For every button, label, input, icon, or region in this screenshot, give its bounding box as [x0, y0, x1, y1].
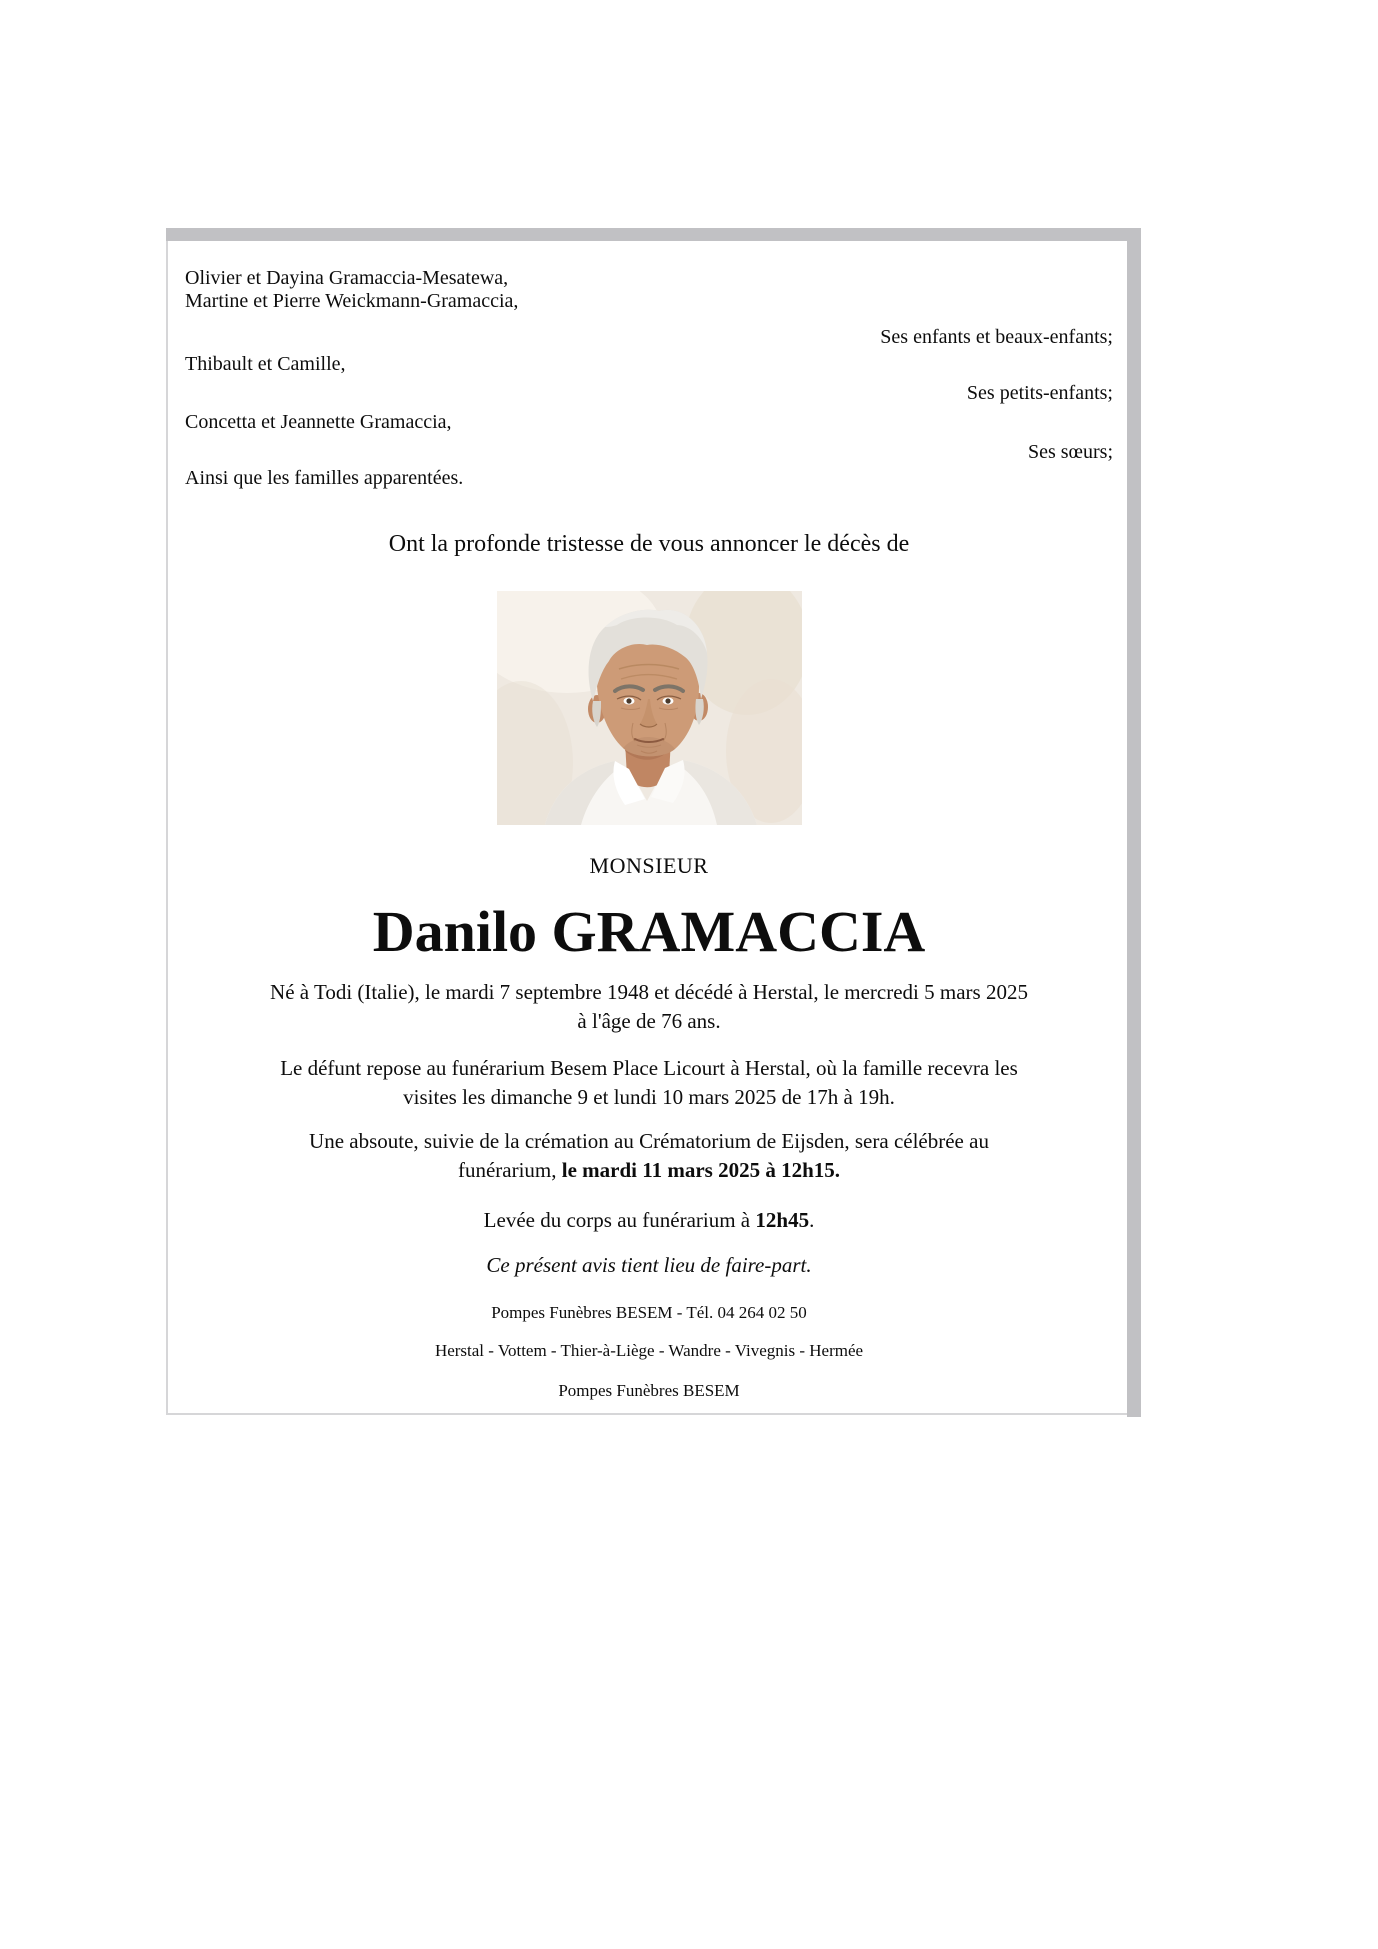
- family-line-3: Thibault et Camille,: [185, 353, 346, 375]
- family-line-5: Ainsi que les familles apparentées.: [185, 467, 464, 489]
- ceremony-date-time: le mardi 11 mars 2025 à 12h15.: [561, 1158, 841, 1182]
- levee-suffix: .: [809, 1208, 815, 1232]
- birth-death-paragraph: [185, 978, 1113, 1036]
- repose-line-2: visites les dimanche 9 et lundi 10 mars 2025 de 17h à 19h.: [403, 1085, 895, 1109]
- page-shadow-right: [1127, 241, 1141, 1417]
- repose-paragraph: [185, 1054, 1113, 1112]
- footer-brand: Pompes Funèbres BESEM: [558, 1381, 740, 1400]
- family-block: [185, 267, 1113, 490]
- announcement-line: Ont la profonde tristesse de vous annoncer le décès de: [388, 531, 910, 557]
- relation-label-children: Ses enfants et beaux-enfants;: [880, 326, 1113, 348]
- levee-time: 12h45: [755, 1208, 810, 1232]
- footer-contact: Pompes Funèbres BESEM - Tél. 04 264 02 50: [491, 1303, 807, 1322]
- page-sheet: [166, 228, 1141, 1417]
- levee-line: [185, 1206, 1113, 1235]
- repose-line-1: Le défunt repose au funérarium Besem Place Licourt à Herstal, où la famille recevra les: [280, 1056, 1018, 1080]
- relation-label-sisters: Ses sœurs;: [1027, 441, 1113, 463]
- family-line-1: Olivier et Dayina Gramaccia-Mesatewa,: [185, 267, 509, 289]
- ceremony-line-2: [185, 1156, 1113, 1185]
- ceremony-line-1: Une absoute, suivie de la crémation au Crématorium de Eijsden, sera célébrée au: [309, 1129, 989, 1153]
- page-shadow-top: [166, 228, 1141, 241]
- civility-title: MONSIEUR: [589, 853, 709, 878]
- footer-localities: Herstal - Vottem - Thier-à-Liège - Wandre - Vivegnis - Hermée: [434, 1341, 864, 1360]
- family-line-2: Martine et Pierre Weickmann-Gramaccia,: [185, 290, 519, 312]
- ceremony-line-2-normal: funérarium,: [457, 1158, 562, 1182]
- family-line-4: Concetta et Jeannette Gramaccia,: [185, 411, 452, 433]
- obituary-page: [166, 241, 1127, 1415]
- levee-text: Levée du corps au funérarium à: [483, 1208, 756, 1232]
- relation-label-grandchildren: Ses petits-enfants;: [966, 382, 1113, 404]
- ceremony-paragraph: [185, 1127, 1113, 1185]
- deceased-name: Danilo GRAMACCIA: [372, 899, 926, 964]
- notice-line: Ce présent avis tient lieu de faire-part.: [486, 1253, 812, 1277]
- birth-death-line-1: Né à Todi (Italie), le mardi 7 septembre 1948 et décédé à Herstal, le mercredi 5 mars 2025: [270, 980, 1028, 1004]
- portrait-photo: [497, 591, 802, 825]
- birth-death-line-2: à l'âge de 76 ans.: [577, 1009, 721, 1033]
